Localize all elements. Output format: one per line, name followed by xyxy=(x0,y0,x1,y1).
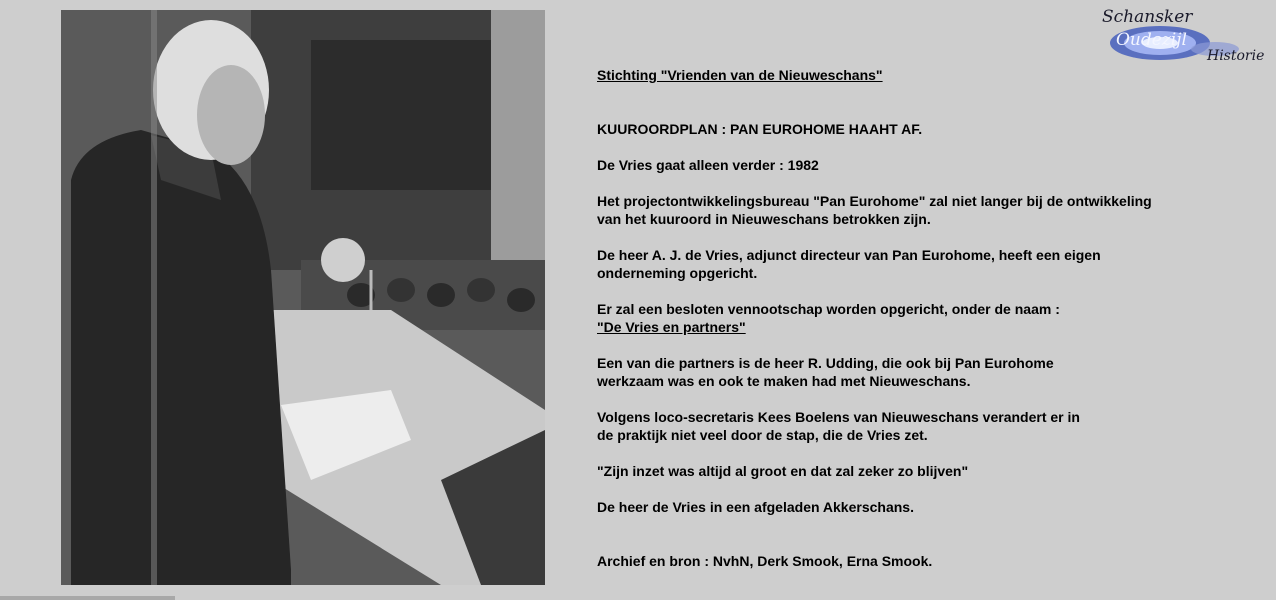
logo-word-schansker: Schansker xyxy=(1102,7,1193,27)
paragraph-5-line-2: de praktijk niet veel door de stap, die de Vries zet. xyxy=(597,427,928,443)
article xyxy=(597,66,1257,570)
company-name-link xyxy=(597,318,1257,336)
paragraph-4-line-2: werkzaam was en ook te maken had met Nieuweschans. xyxy=(597,373,971,389)
paragraph-1-line-2: van het kuuroord in Nieuweschans betrokken zijn. xyxy=(597,211,931,227)
logo-word-oudezijl: Oudezijl xyxy=(1116,30,1187,50)
photo-caption: De heer de Vries in een afgeladen Akkerschans. xyxy=(597,499,914,515)
paragraph-3-line-1: Er zal een besloten vennootschap worden opgericht, onder de naam : xyxy=(597,301,1060,317)
paragraph-5-line-1: Volgens loco-secretaris Kees Boelens van Nieuweschans verandert er in xyxy=(597,409,1080,425)
source-credits: Archief en bron : NvhN, Derk Smook, Erna Smook. xyxy=(597,553,933,569)
quote: "Zijn inzet was altijd al groot en dat zal zeker zo blijven" xyxy=(597,463,969,479)
logo-word-historie: Historie xyxy=(1207,48,1265,64)
paragraph-1-line-1: Het projectontwikkelingsbureau "Pan Eurohome" zal niet langer bij de ontwikkeling xyxy=(597,193,1152,209)
site-logo xyxy=(1100,5,1270,67)
subheadline: De Vries gaat alleen verder : 1982 xyxy=(597,157,819,173)
organization-title: Stichting "Vrienden van de Nieuweschans" xyxy=(597,67,883,83)
headline: KUUROORDPLAN : PAN EUROHOME HAAHT AF. xyxy=(597,121,923,137)
newspaper-photo xyxy=(61,10,545,585)
photo-illustration xyxy=(61,10,545,585)
horizontal-scrollbar[interactable] xyxy=(0,596,175,600)
company-name: "De Vries en partners" xyxy=(597,319,746,335)
paragraph-2-line-2: onderneming opgericht. xyxy=(597,265,758,281)
paragraph-4-line-1: Een van die partners is de heer R. Udding, die ook bij Pan Eurohome xyxy=(597,355,1054,371)
paragraph-2-line-1: De heer A. J. de Vries, adjunct directeur van Pan Eurohome, heeft een eigen xyxy=(597,247,1101,263)
